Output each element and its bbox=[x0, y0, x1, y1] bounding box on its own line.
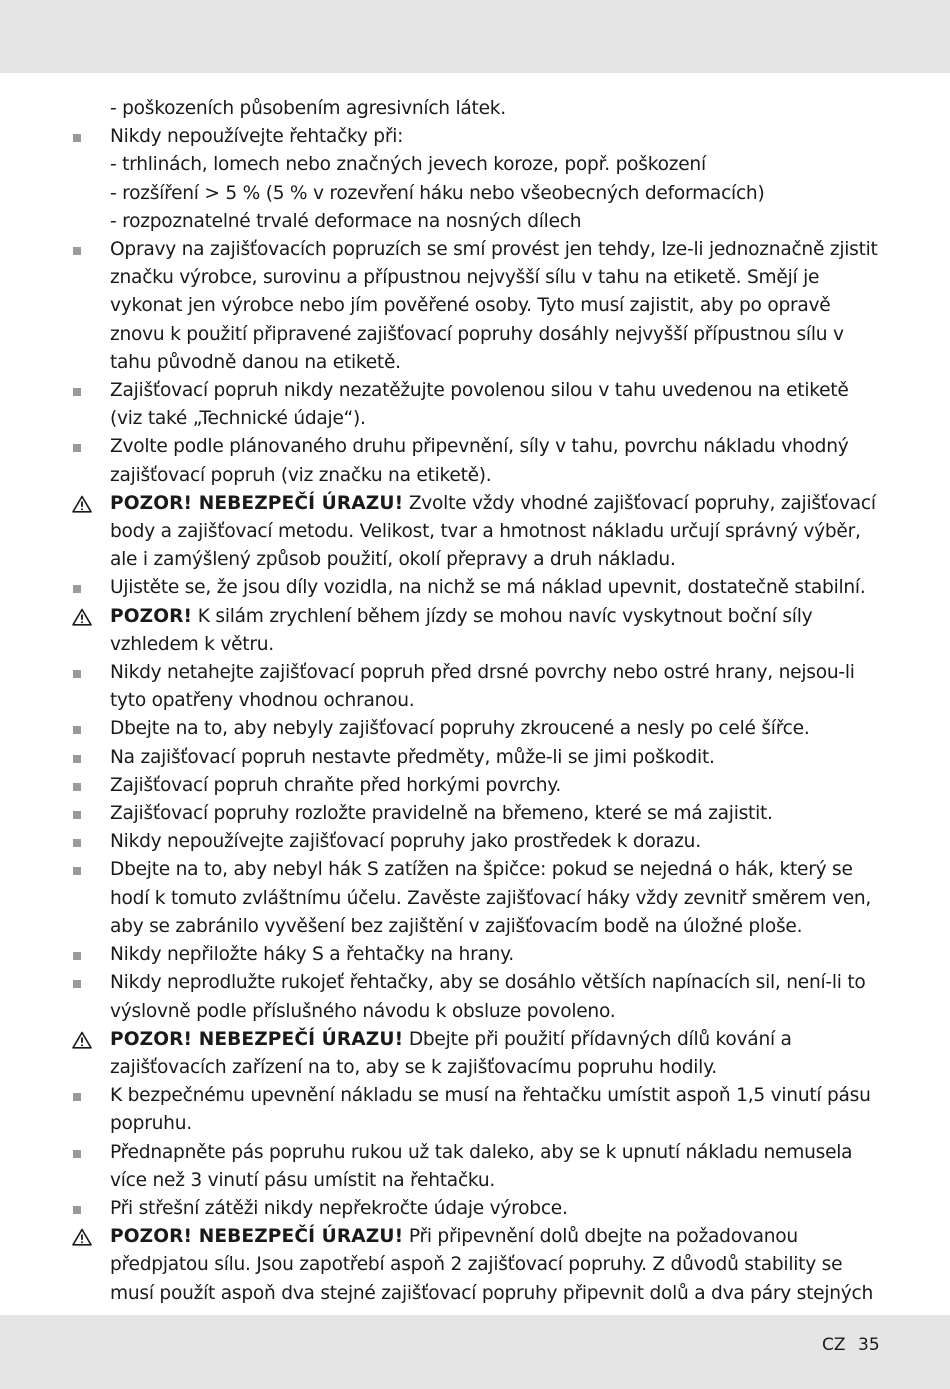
bullet-item: Nikdy netahejte zajišťovací popruh před drsné povrchy nebo ostré hrany, nejsou-li tyto opatřeny vhodnou ochranou. bbox=[70, 659, 882, 715]
bullet-square-icon bbox=[73, 585, 81, 593]
warning-label: POZOR! NEBEZPEČÍ ÚRAZU! bbox=[110, 1028, 404, 1050]
bullet-item: Zajišťovací popruhy rozložte pravidelně na břemeno, které se má zajistit. bbox=[70, 800, 882, 828]
bullet-square-icon bbox=[73, 1150, 81, 1158]
warning-item: POZOR! NEBEZPEČÍ ÚRAZU! Při připevnění dolů dbejte na požadovanou předpjatou sílu. Jsou zapotřebí aspoň 2 zajišťovací popruhy. Z důvodů stability se musí použít aspoň dva stejné zajišťovací popruhy připevnit dolů a dva páry stejných bbox=[70, 1223, 882, 1308]
bullet-item: Nikdy neprodlužte rukojeť řehtačky, aby se dosáhlo větších napínacích sil, není-li to výslovně podle příslušného návodu k obsluze povoleno. bbox=[70, 969, 882, 1025]
bullet-square-icon bbox=[73, 952, 81, 960]
bullet-item: K bezpečnému upevnění nákladu se musí na řehtačku umístit aspoň 1,5 vinutí pásu popruhu. bbox=[70, 1082, 882, 1138]
bullet-square-icon bbox=[73, 1093, 81, 1101]
bullet-square-icon bbox=[73, 670, 81, 678]
warning-label: POZOR! NEBEZPEČÍ ÚRAZU! bbox=[110, 492, 404, 514]
bullet-item: Zajišťovací popruh nikdy nezatěžujte povolenou silou v tahu uvedenou na etiketě (viz také „Technické údaje“). bbox=[70, 377, 882, 433]
warning-label: POZOR! bbox=[110, 605, 193, 627]
bullet-square-icon bbox=[73, 388, 81, 396]
bullet-square-icon bbox=[73, 726, 81, 734]
warning-triangle-icon bbox=[72, 1228, 92, 1246]
page-number: 35 bbox=[858, 1335, 880, 1355]
sub-item: - poškozeních působením agresivních látek. bbox=[110, 98, 506, 119]
bullet-item: Ujistěte se, že jsou díly vozidla, na nichž se má náklad upevnit, dostatečně stabilní. bbox=[70, 574, 882, 602]
sub-item: - trhlinách, lomech nebo značných jevech koroze, popř. poškození bbox=[110, 154, 706, 176]
bullet-item: Zajišťovací popruh chraňte před horkými povrchy. bbox=[70, 772, 882, 800]
bullet-item: Dbejte na to, aby nebyly zajišťovací popruhy zkroucené a nesly po celé šířce. bbox=[70, 715, 882, 743]
bullet-item: Nikdy nepoužívejte zajišťovací popruhy jako prostředek k dorazu. bbox=[70, 828, 882, 856]
bullet-item: Přednapněte pás popruhu rukou už tak daleko, aby se k upnutí nákladu nemusela více než 3 vinutí pásu umístit na řehtačku. bbox=[70, 1139, 882, 1195]
bullet-item: Zvolte podle plánovaného druhu připevnění, síly v tahu, povrchu nákladu vhodný zajišťovací popruh (viz značku na etiketě). bbox=[70, 433, 882, 489]
sub-item: - rozšíření > 5 % (5 % v rozevření háku nebo všeobecných deformacích) bbox=[110, 182, 765, 204]
warning-item: POZOR! K silám zrychlení během jízdy se mohou navíc vyskytnout boční síly vzhledem k větru. bbox=[70, 603, 882, 659]
warning-item: POZOR! NEBEZPEČÍ ÚRAZU! Dbejte při použití přídavných dílů kování a zajišťovacích zařízení na to, aby se k zajišťovacímu popruhu hodily. bbox=[70, 1026, 882, 1082]
bullet-square-icon bbox=[73, 783, 81, 791]
bullet-square-icon bbox=[73, 247, 81, 255]
footer-language: CZ bbox=[822, 1335, 846, 1355]
top-band bbox=[0, 0, 950, 73]
warning-triangle-icon bbox=[72, 1031, 92, 1049]
bullet-item: Dbejte na to, aby nebyl hák S zatížen na špičce: pokud se nejedná o hák, který se hodí k tomuto zvláštnímu účelu. Zavěste zajišťovací háky vždy zevnitř směrem ven, aby se zabránilo vyvěšení bez zajištění v zajišťovacím bodě na úložné ploše. bbox=[70, 856, 882, 941]
warning-triangle-icon bbox=[72, 495, 92, 513]
warning-label: POZOR! NEBEZPEČÍ ÚRAZU! bbox=[110, 1226, 404, 1248]
bullet-square-icon bbox=[73, 1206, 81, 1214]
sub-item: - rozpoznatelné trvalé deformace na nosných dílech bbox=[110, 210, 582, 232]
bullet-square-icon bbox=[73, 867, 81, 875]
bullet-square-icon bbox=[73, 444, 81, 452]
warning-triangle-icon bbox=[72, 608, 92, 626]
bullet-item: Na zajišťovací popruh nestavte předměty, může-li se jimi poškodit. bbox=[70, 744, 882, 772]
manual-text bbox=[70, 95, 882, 1308]
warning-item: POZOR! NEBEZPEČÍ ÚRAZU! Zvolte vždy vhodné zajišťovací popruhy, zajišťovací body a zajišťovací metodu. Velikost, tvar a hmotnost nákladu určují správný výběr, ale i zamýšlený způsob použití, okolí přepravy a druh nákladu. bbox=[70, 490, 882, 575]
bullet-square-icon bbox=[73, 755, 81, 763]
bullet-item: Nikdy nepřiložte háky S a řehtačky na hrany. bbox=[70, 941, 882, 969]
bullet-square-icon bbox=[73, 839, 81, 847]
footer-band bbox=[0, 1315, 950, 1389]
bullet-item: Při střešní zátěži nikdy nepřekročte údaje výrobce. bbox=[70, 1195, 882, 1223]
bullet-item: Nikdy nepoužívejte řehtačky při: bbox=[70, 123, 882, 151]
bullet-item: Opravy na zajišťovacích popruzích se smí provést jen tehdy, lze-li jednoznačně zjistit značku výrobce, surovinu a přípustnou nejvyšší sílu v tahu na etiketě. Smějí je vykonat jen výrobce nebo jím pověřené osoby. Tyto musí zajistit, aby po opravě znovu k použití připravené zajišťovací popruhy dosáhly nejvyšší přípustnou sílu v tahu původně danou na etiketě. bbox=[70, 236, 882, 377]
bullet-square-icon bbox=[73, 134, 81, 142]
bullet-square-icon bbox=[73, 980, 81, 988]
bullet-square-icon bbox=[73, 811, 81, 819]
